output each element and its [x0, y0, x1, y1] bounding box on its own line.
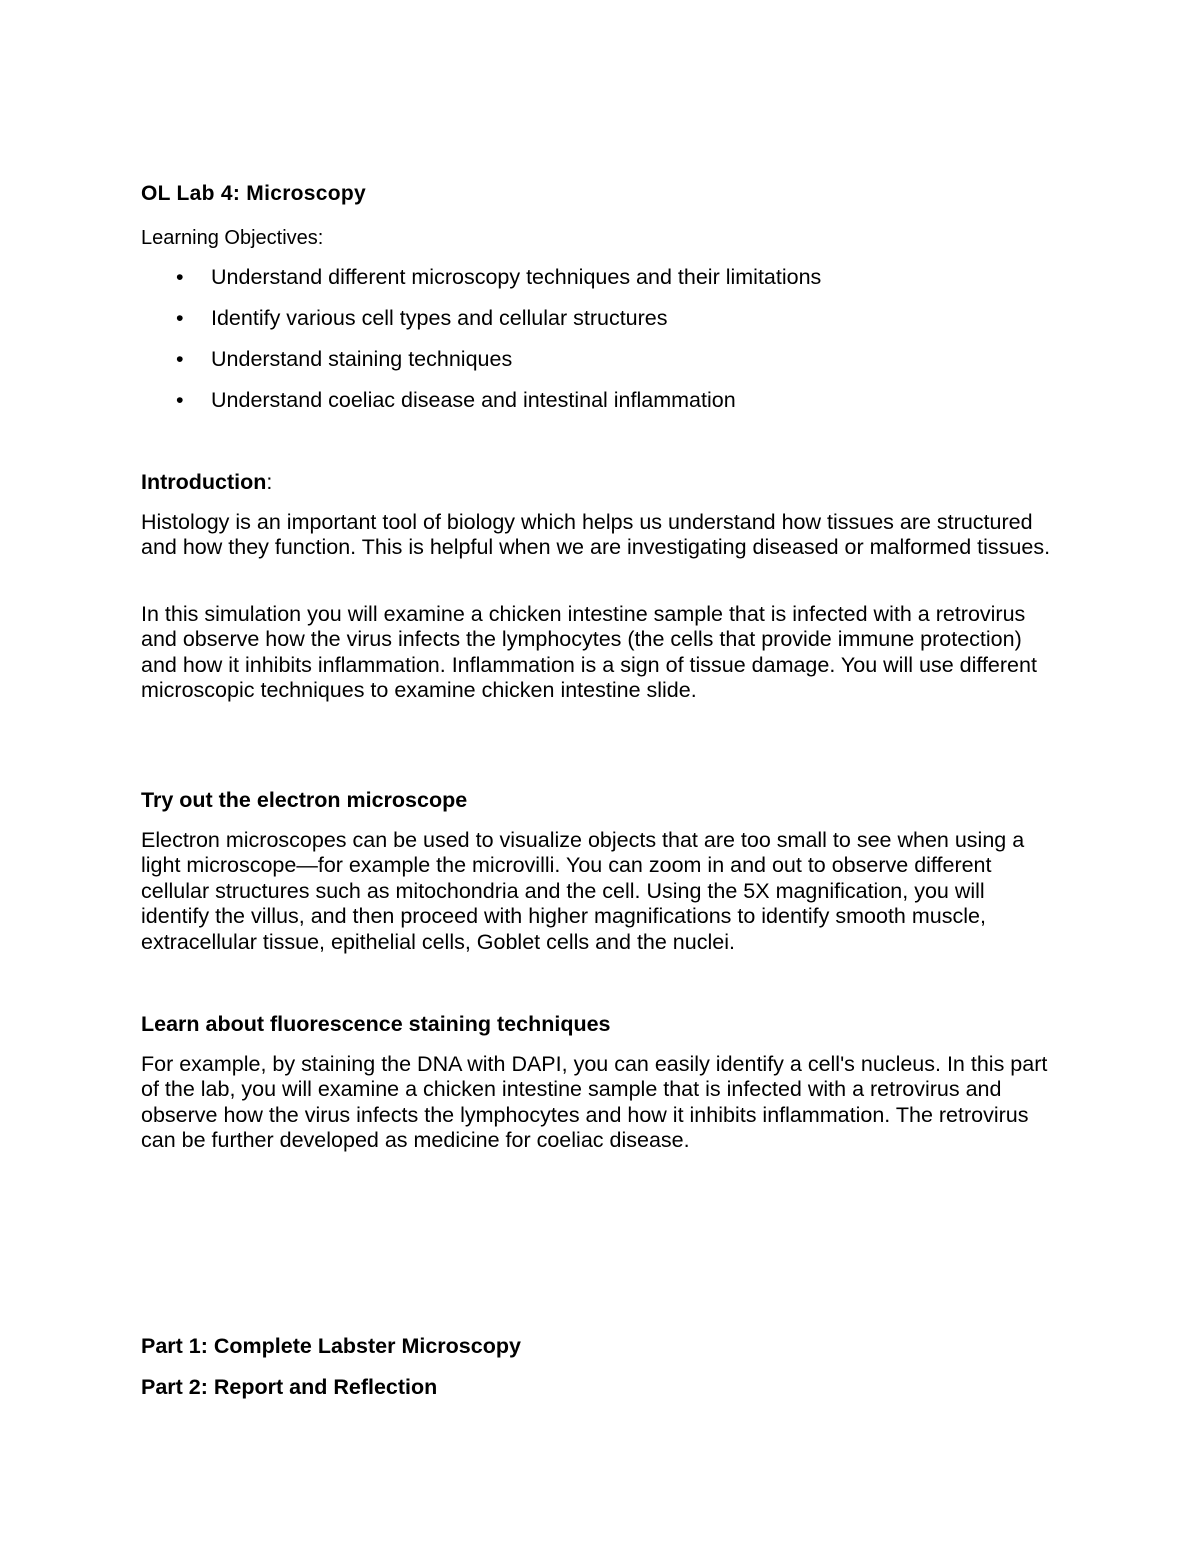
objective-text: Understand different microscopy techniques and their limitations [211, 265, 822, 289]
objective-text: Identify various cell types and cellular structures [211, 306, 668, 330]
fluorescence-heading: Learn about fluorescence staining techniques [141, 1012, 611, 1036]
introduction-heading-text: Introduction [141, 470, 267, 494]
bullet-icon: • [176, 265, 184, 289]
objective-item [141, 346, 1041, 387]
learning-objectives-list [141, 264, 1041, 428]
bullet-icon: • [176, 306, 184, 330]
part-1-heading: Part 1: Complete Labster Microscopy [141, 1334, 521, 1358]
bullet-icon: • [176, 347, 184, 371]
objective-item [141, 264, 1041, 305]
objective-text: Understand coeliac disease and intestinal inflammation [211, 388, 736, 412]
document-title: OL Lab 4: Microscopy [141, 182, 366, 205]
electron-microscope-paragraph: Electron microscopes can be used to visualize objects that are too small to see when using a light microscope—for example the microvilli. You can zoom in and out to observe different cellular structures such as mitochondria and the cell. Using the 5X magnification, you will identify the villus, and then proceed with higher magnifications to identify smooth muscle, extracellular tissue, epithelial cells, Goblet cells and the nuclei. [141, 828, 1025, 954]
introduction-heading [141, 469, 272, 495]
objective-text: Understand staining techniques [211, 347, 513, 371]
part-2-heading: Part 2: Report and Reflection [141, 1375, 438, 1399]
introduction-paragraph: Histology is an important tool of biology which helps us understand how tissues are structured and how they function. This is helpful when we are investigating diseased or malformed tissues. [141, 510, 1051, 560]
objective-item [141, 387, 1041, 428]
document-page [141, 0, 1061, 1553]
introduction-paragraph: In this simulation you will examine a chicken intestine sample that is infected with a retrovirus and observe how the virus infects the lymphocytes (the cells that provide immune protection) and how it inhibits inflammation. Inflammation is a sign of tissue damage. You will use different microscopic techniques to examine chicken intestine slide. [141, 602, 1037, 703]
bullet-icon: • [176, 388, 184, 412]
learning-objectives-label: Learning Objectives: [141, 227, 324, 249]
fluorescence-paragraph: For example, by staining the DNA with DAPI, you can easily identify a cell's nucleus. In this part of the lab, you will examine a chicken intestine sample that is infected with a retrovirus and observe how the virus infects the lymphocytes and how it inhibits inflammation. The retrovirus can be further developed as medicine for coeliac disease. [141, 1052, 1048, 1153]
electron-microscope-heading: Try out the electron microscope [141, 788, 468, 812]
introduction-heading-colon: : [266, 470, 273, 494]
objective-item [141, 305, 1041, 346]
